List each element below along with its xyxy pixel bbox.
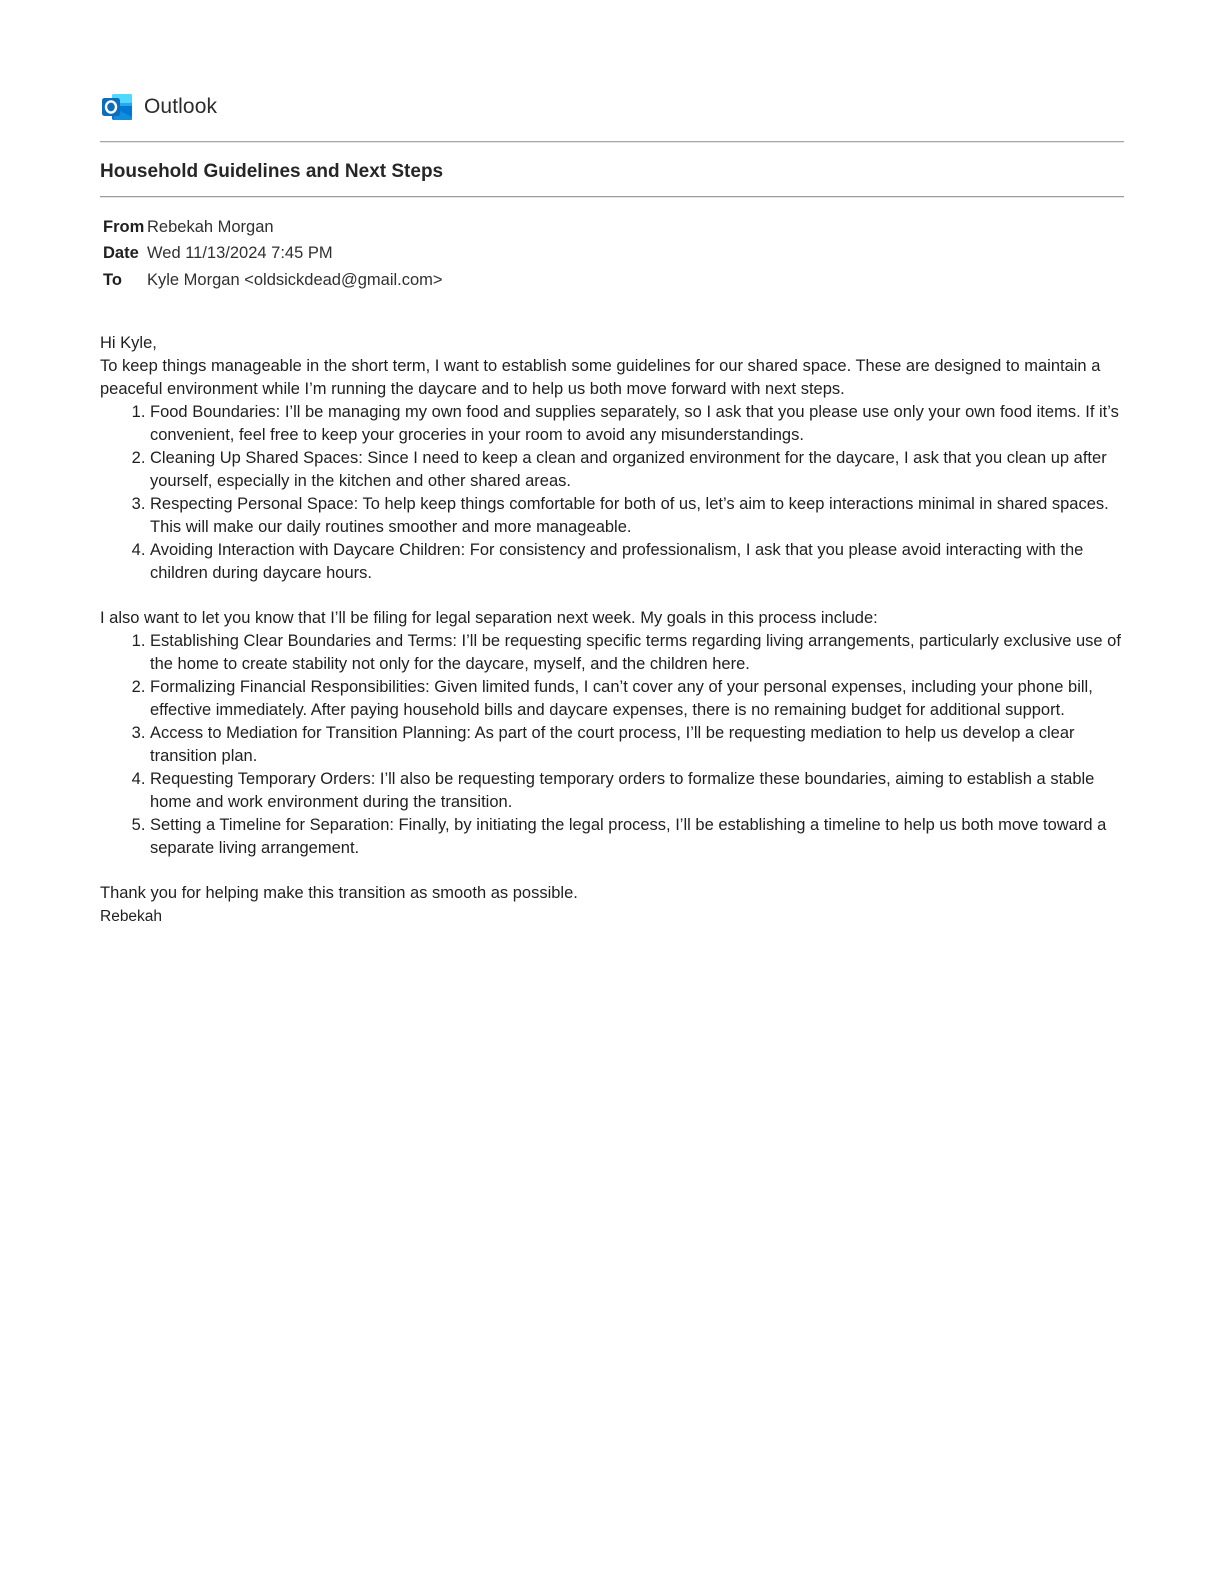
list-item: 5. Setting a Timeline for Separation: Finally, by initiating the legal process, I’ll be establishing a timeline to help us both move toward a separate living arrangement. xyxy=(150,814,1124,860)
outlook-icon xyxy=(100,90,134,124)
date-row xyxy=(103,241,443,268)
email-headers xyxy=(103,214,443,294)
closing-paragraph: Thank you for helping make this transition as smooth as possible. xyxy=(100,883,578,902)
to-value: Kyle Morgan <oldsickdead@gmail.com> xyxy=(147,270,443,289)
guidelines-list xyxy=(100,401,1124,585)
intro-paragraph: To keep things manageable in the short term, I want to establish some guidelines for our shared space. These are designed to maintain a peaceful environment while I’m running the daycare and to help us both move forward with next steps. xyxy=(100,356,1101,398)
outlook-brand xyxy=(100,88,1124,126)
to-row xyxy=(103,267,443,294)
separation-paragraph: I also want to let you know that I’ll be filing for legal separation next week. My goals in this process include: xyxy=(100,608,878,627)
email-body xyxy=(100,332,1124,928)
email-print-view xyxy=(100,88,1124,928)
goals-list xyxy=(100,630,1124,860)
date-label: Date xyxy=(103,244,139,263)
list-item: 3. Respecting Personal Space: To help keep things comfortable for both of us, let’s aim to keep interactions minimal in shared spaces. This will make our daily routines smoother and more manageable. xyxy=(150,493,1124,539)
list-item: 3. Access to Mediation for Transition Planning: As part of the court process, I’ll be requesting mediation to help us develop a clear transition plan. xyxy=(150,722,1124,768)
list-item: 1. Food Boundaries: I’ll be managing my own food and supplies separately, so I ask that you please use only your own food items. If it’s convenient, feel free to keep your groceries in your room to avoid any misunderstandings. xyxy=(150,401,1124,447)
header-divider xyxy=(100,141,1124,143)
email-subject: Household Guidelines and Next Steps xyxy=(100,161,444,182)
from-label: From xyxy=(103,217,145,236)
date-value: Wed 11/13/2024 7:45 PM xyxy=(147,244,333,263)
from-row xyxy=(103,214,443,241)
from-value: Rebekah Morgan xyxy=(147,217,274,236)
signature: Rebekah xyxy=(100,907,163,925)
list-item: 4. Avoiding Interaction with Daycare Children: For consistency and professionalism, I ask that you please avoid interacting with the children during daycare hours. xyxy=(150,539,1124,585)
list-item: 1. Establishing Clear Boundaries and Terms: I’ll be requesting specific terms regarding living arrangements, particularly exclusive use of the home to create stability not only for the daycare, myself, and the children here. xyxy=(150,630,1124,676)
list-item: 2. Cleaning Up Shared Spaces: Since I need to keep a clean and organized environment for the daycare, I ask that you clean up after yourself, especially in the kitchen and other shared areas. xyxy=(150,447,1124,493)
app-name: Outlook xyxy=(144,95,218,118)
to-label: To xyxy=(103,270,122,289)
list-item: 4. Requesting Temporary Orders: I’ll also be requesting temporary orders to formalize these boundaries, aiming to establish a stable home and work environment during the transition. xyxy=(150,768,1124,814)
list-item: 2. Formalizing Financial Responsibilities: Given limited funds, I can’t cover any of your personal expenses, including your phone bill, effective immediately. After paying household bills and daycare expenses, there is no remaining budget for additional support. xyxy=(150,676,1124,722)
subject-divider xyxy=(100,196,1124,198)
greeting: Hi Kyle, xyxy=(100,333,157,352)
